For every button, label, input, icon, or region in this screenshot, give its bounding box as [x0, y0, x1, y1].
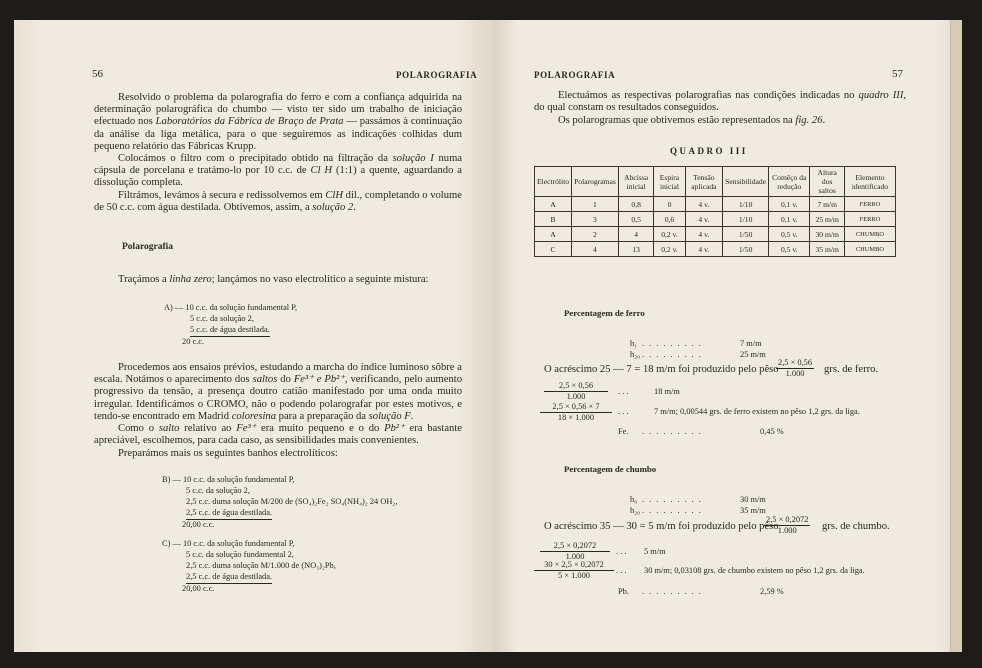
- page-edge: [950, 20, 962, 652]
- table-title: QUADRO III: [670, 146, 748, 156]
- table-header-cell: Elemento identificado: [844, 167, 895, 197]
- table-header-cell: Comêço da redução: [769, 167, 810, 197]
- iron-section-title: Percentagem de ferro: [564, 308, 645, 318]
- table-cell: 7 m/m: [810, 197, 844, 212]
- open-book: [14, 20, 962, 652]
- table-cell: B: [535, 212, 572, 227]
- table-cell: 30 m/m: [810, 227, 844, 242]
- table-cell: 0,5: [618, 212, 654, 227]
- lead-calc2-dots: . . .: [616, 566, 627, 575]
- lead-h1-value: 30 m/m: [740, 495, 766, 504]
- left-paragraph-6: Como o salto relativo ao Fe³⁺ era muito pequeno e o do Pb²⁺ era bastante apreciável, escolhemos, para cada caso, as sensibilidades mais convenientes.: [94, 423, 462, 447]
- lead-suffix: grs. de chumbo.: [822, 521, 890, 532]
- iron-sentence: O acréscimo 25 — 7 = 18 m/m foi produzido pelo pêso: [544, 364, 779, 375]
- lead-h1-dots: .........: [642, 495, 706, 504]
- left-paragraph-4: Traçámos a linha zero; lançámos no vaso electrolítico a seguinte mistura:: [118, 274, 429, 285]
- lead-h1-label: h₀: [630, 495, 638, 504]
- section-title-polarografia: Polarografia: [122, 242, 174, 252]
- right-paragraph-2: Os polarogramas que obtivemos estão representados na fig. 26.: [558, 115, 826, 126]
- table-cell: 4 v.: [685, 227, 723, 242]
- table-header-cell: Tensão aplicada: [685, 167, 723, 197]
- table-cell: FERRO: [844, 197, 895, 212]
- iron-calc1-value: 18 m/m: [654, 387, 680, 396]
- right-page: [494, 20, 962, 652]
- table-header-cell: Abcissa inicial: [618, 167, 654, 197]
- lead-h2-dots: .........: [642, 506, 706, 515]
- left-paragraph-3: Filtrámos, levámos à secura e redissolvemos em ClH dil., completando o volume de 50 c.c. com água destilada. Obtivemos, assim, a solução 2.: [94, 190, 462, 214]
- iron-h2-dots: .........: [642, 350, 706, 359]
- running-head-right: POLAROGRAFIA: [534, 70, 616, 80]
- table-cell: FERRO: [844, 212, 895, 227]
- iron-calc2-value: 7 m/m; 0,00544 grs. de ferro existem no pêso 1,2 grs. da liga.: [654, 407, 860, 416]
- table-row: [535, 197, 896, 212]
- table-cell: 0,2 v.: [654, 227, 685, 242]
- iron-suffix: grs. de ferro.: [824, 364, 879, 375]
- iron-calc1-fraction: $\frac{2,5 \times 0,56}{1.000}$: [544, 381, 608, 402]
- running-head-left: POLAROGRAFIA: [396, 70, 478, 80]
- table-header-cell: Polarogramas: [572, 167, 619, 197]
- lead-calc2-value: 30 m/m; 0,03108 grs. de chumbo existem no pêso 1,2 grs. da liga.: [644, 566, 865, 575]
- table-cell: A: [535, 227, 572, 242]
- table-cell: 0,2 v.: [654, 242, 685, 257]
- iron-result-dots: .........: [642, 427, 706, 436]
- lead-section-title: Percentagem de chumbo: [564, 464, 657, 474]
- iron-h1-dots: .........: [642, 339, 706, 348]
- lead-sentence: O acréscimo 35 — 30 = 5 m/m foi produzido pelo pêso: [544, 521, 779, 532]
- table-cell: 4: [618, 227, 654, 242]
- table-header-row: [535, 167, 896, 197]
- left-page: 56 POLAROGRAFIA Resolvido o problema da polarografia do ferro e com a confiança adquirida na determinação polarográfica do chumbo — visto ter sido um trabalho de iniciação efectuado nos Laboratórios da Fábrica de Braço de Prata — passámos à continuação da análise da liga metálica, para o que seguiremos as indicações colhidas dum pequeno relatório das Fábricas Krupp. Colocámos o filtro com o precipitado obtido na filtração da solução I numa cápsula de porcelana e tratámo-lo por 10 c.c. de Cl H (1:1) a quente, aguardando a dissolução completa. Filtrámos, levámos à secura e redissolvemos em ClH dil., completando o volume de 50 c.c. com água destilada. Obtivemos, assim, a solução 2. Polarografia Traçámos a linha zero; lançámos no vaso electrolítico a seguinte mistura: A) — 10 c.c. da solução fundamental P, 5 c.c. da solução 2, 5 c.c. de água destilada. 20 c.c. Procedemos aos ensaios prévios, estudando a marcha do índice luminoso sôbre a escala. Notámos o aparecimento dos saltos do Fe³⁺ e Pb²⁺, verificando, pelo aumento progressivo da tensão, a presença doutro catião manifestado por uma onda muito irregular. Identificámos o CROMO, não o podendo polarografar por estes motivos, e tendo-se encontrado em Madrid coloresina para a preparação da solução F. Como o salto relativo ao Fe³⁺ era muito pequeno e o do Pb²⁺ era bastante apreciável, escolhemos, para cada caso, as sensibilidades mais convenientes. Preparámos mais os seguintes banhos electrolíticos: B) — 10 c.c. da solução fundamental P, 5 c.c. da solução 2, 2,5 c.c. duma solução M/200 de (SO₄)₂Fe₂ SO₄(NH₄)₂ 24 OH₂, 2,5 c.c. de água destilada. 20,00 c.c. C) — 10 c.c. da solução fundamental P, 5 c.c. da solução fundamental 2, 2,5 c.c. duma solução M/1.000 de (NO₃)₂Pb, 2,5 c.c. de água destilada. 20,00 c.c.: [14, 20, 494, 652]
- table-cell: 13: [618, 242, 654, 257]
- table-cell: A: [535, 197, 572, 212]
- table-cell: 1/10: [723, 212, 769, 227]
- table-cell: 1/10: [723, 197, 769, 212]
- table-header-cell: Electrólito: [535, 167, 572, 197]
- table-row: [535, 242, 896, 257]
- lead-calc1-value: 5 m/m: [644, 547, 666, 556]
- quadro-iii-table: [534, 166, 896, 257]
- table-cell: 0,8: [618, 197, 654, 212]
- left-paragraph-1: Resolvido o problema da polarografia do ferro e com a confiança adquirida na determinação polarográfica do chumbo — visto ter sido um trabalho de iniciação efectuado nos Laboratórios da Fábrica de Braço de Prata — passámos à continuação da análise da liga metálica, para o que seguiremos as indicações colhidas dum pequeno relatório das Fábricas Krupp.: [94, 92, 462, 152]
- table-cell: C: [535, 242, 572, 257]
- table-cell: 0: [654, 197, 685, 212]
- lead-result-value: 2,59 %: [760, 587, 784, 596]
- iron-calc2-fraction: $\frac{2,5 \times 0,56 \times 7}{18 \times 1.000}$: [540, 402, 612, 423]
- lead-h2-value: 35 m/m: [740, 506, 766, 515]
- table-cell: 1/50: [723, 242, 769, 257]
- table-cell: 3: [572, 212, 619, 227]
- table-cell: 0,1 v.: [769, 197, 810, 212]
- left-paragraph-2: Colocámos o filtro com o precipitado obtido na filtração da solução I numa cápsula de porcelana e tratámo-lo por 10 c.c. de Cl H (1:1) a quente, aguardando a dissolução completa.: [94, 153, 463, 189]
- iron-calc2-dots: . . .: [618, 407, 629, 416]
- lead-result-label: Pb.: [618, 587, 629, 596]
- table-cell: 25 m/m: [810, 212, 844, 227]
- table-cell: 4 v.: [685, 242, 723, 257]
- table-cell: 35 m/m: [810, 242, 844, 257]
- iron-result-label: Fe.: [618, 427, 629, 436]
- lead-result-dots: .........: [642, 587, 706, 596]
- table-header-cell: Sensibilidade: [723, 167, 769, 197]
- table-cell: 1/50: [723, 227, 769, 242]
- table-header-cell: Altura dos saltos: [810, 167, 844, 197]
- table-cell: 0,5 v.: [769, 242, 810, 257]
- table-cell: 1: [572, 197, 619, 212]
- lead-calc1-fraction: $\frac{2,5 \times 0,2072}{1.000}$: [540, 541, 610, 562]
- lead-calc2-fraction: $\frac{30 \times 2,5 \times 0,2072}{5 \times 1.000}$: [534, 560, 614, 581]
- table-cell: 4: [572, 242, 619, 257]
- iron-calc1-dots: . . .: [618, 387, 629, 396]
- table-cell: 4 v.: [685, 212, 723, 227]
- lead-h2-label: h₂₀: [630, 506, 641, 515]
- table-cell: CHUMBO: [844, 227, 895, 242]
- page-number-left: 56: [92, 68, 103, 80]
- iron-h1-label: h₁: [630, 339, 638, 348]
- lead-calc1-dots: . . .: [616, 547, 627, 556]
- left-paragraph-7: Preparámos mais os seguintes banhos electrolíticos:: [118, 448, 338, 459]
- table-row: [535, 212, 896, 227]
- table-row: [535, 227, 896, 242]
- iron-h2-value: 25 m/m: [740, 350, 766, 359]
- iron-fraction: $\frac{2,5 \times 0,56}{1.000}$: [778, 358, 813, 378]
- table-header-cell: Espira inicial: [654, 167, 685, 197]
- table-cell: 0,1 v.: [769, 212, 810, 227]
- page-number-right: 57: [892, 68, 903, 80]
- iron-result-value: 0,45 %: [760, 427, 784, 436]
- iron-h2-label: h₂₀: [630, 350, 641, 359]
- left-paragraph-5: Procedemos aos ensaios prévios, estudando a marcha do índice luminoso sôbre a escala. Notámos o aparecimento dos saltos do Fe³⁺ e Pb²⁺, verificando, pelo aumento progressivo da tensão, a presença doutro catião manifestado por uma onda muito irregular. Identificámos o CROMO, não o podendo polarografar por estes motivos, e tendo-se encontrado em Madrid coloresina para a preparação da solução F.: [94, 362, 462, 422]
- right-paragraph-1: Electuámos as respectivas polarografias nas condições indicadas no quadro III, do qual constam os resultados conseguidos.: [534, 90, 906, 114]
- iron-h1-value: 7 m/m: [740, 339, 762, 348]
- table-cell: 2: [572, 227, 619, 242]
- lead-fraction: $\frac{2,5 \times 0,2072}{1.000}$: [766, 515, 809, 535]
- table-cell: 0,6: [654, 212, 685, 227]
- table-cell: CHUMBO: [844, 242, 895, 257]
- table-cell: 4 v.: [685, 197, 723, 212]
- table-cell: 0,5 v.: [769, 227, 810, 242]
